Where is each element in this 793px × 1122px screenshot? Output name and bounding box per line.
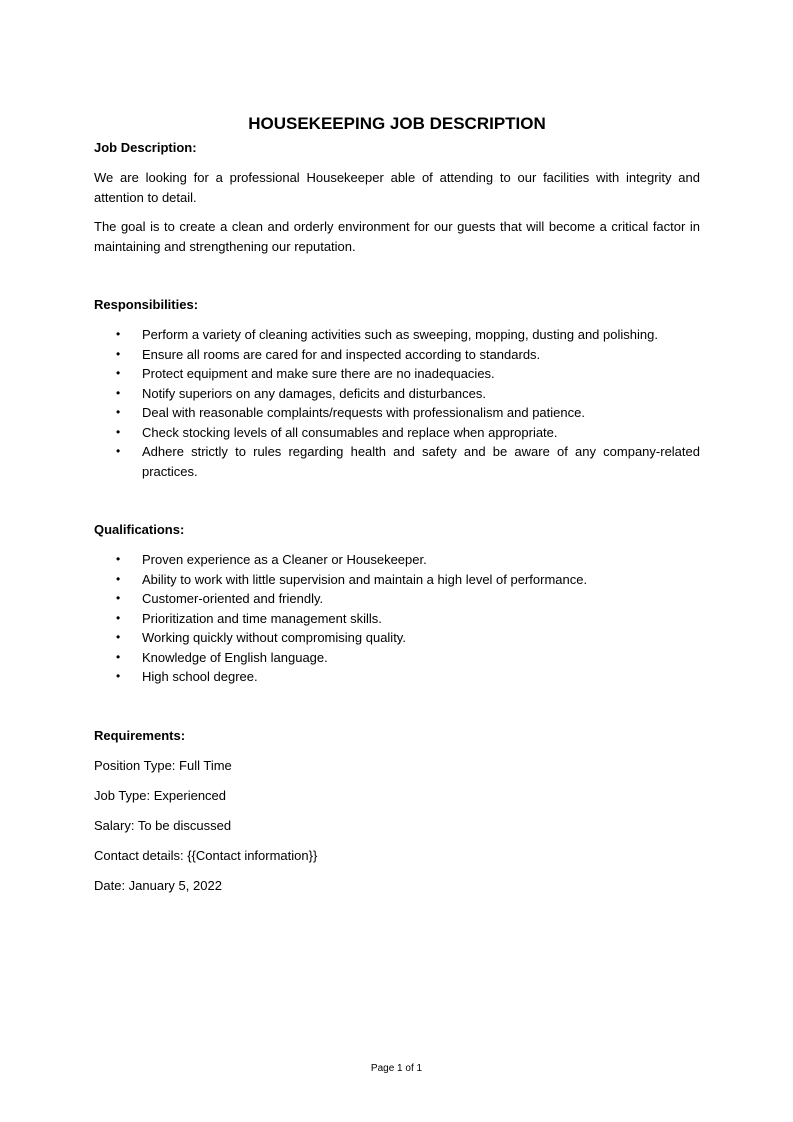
- list-item-text: Protect equipment and make sure there are no inadequacies.: [142, 366, 495, 381]
- list-item-text: Adhere strictly to rules regarding health and safety and be aware of any company-related practices.: [142, 444, 700, 479]
- bullet-icon: •: [116, 649, 121, 664]
- list-item-text: Check stocking levels of all consumables and replace when appropriate.: [142, 424, 558, 440]
- position-type: Position Type: Full Time: [94, 757, 232, 773]
- section-spacer: [94, 266, 700, 295]
- list-item-text: Ensure all rooms are cared for and inspected according to standards.: [142, 346, 541, 362]
- requirements-heading: Requirements:: [94, 727, 186, 743]
- list-item: [94, 589, 700, 609]
- document-page: [94, 112, 700, 906]
- list-item-text: Customer-oriented and friendly.: [142, 591, 324, 606]
- list-item: [94, 325, 700, 345]
- date: Date: January 5, 2022: [94, 877, 222, 893]
- list-item: [94, 550, 700, 570]
- bullet-icon: •: [116, 610, 121, 625]
- list-item: [94, 648, 700, 668]
- list-item-text: Working quickly without compromising quality.: [142, 630, 406, 645]
- job-description-paragraph: The goal is to create a clean and orderly environment for our guests that will become a critical factor in maintaining and strengthening our reputation.: [94, 219, 700, 254]
- contact-details: Contact details: {{Contact information}}: [94, 847, 318, 863]
- bullet-icon: •: [116, 630, 121, 644]
- list-item-text: Knowledge of English language.: [142, 649, 328, 665]
- list-item: [94, 570, 700, 590]
- list-item: [94, 423, 700, 443]
- list-item-text: Proven experience as a Cleaner or Housekeeper.: [142, 552, 427, 567]
- qualifications-list: [94, 550, 700, 687]
- list-item: [94, 403, 700, 423]
- bullet-icon: •: [116, 669, 121, 683]
- list-item-text: Ability to work with little supervision and maintain a high level of performance.: [142, 571, 588, 587]
- job-description-heading: Job Description:: [94, 140, 197, 155]
- list-item: [94, 667, 700, 687]
- responsibilities-list: [94, 325, 700, 481]
- bullet-icon: •: [116, 405, 121, 419]
- list-item: [94, 384, 700, 404]
- list-item-text: Notify superiors on any damages, deficits and disturbances.: [142, 385, 486, 401]
- salary: Salary: To be discussed: [94, 817, 232, 833]
- bullet-icon: •: [116, 571, 121, 586]
- list-item-text: High school degree.: [142, 669, 258, 684]
- bullet-icon: •: [116, 327, 121, 341]
- list-item: [94, 364, 700, 384]
- bullet-icon: •: [116, 346, 121, 361]
- list-item: [94, 345, 700, 365]
- bullet-icon: •: [116, 424, 121, 439]
- list-item: [94, 609, 700, 629]
- page-footer: Page 1 of 1: [370, 1063, 423, 1074]
- qualifications-heading: Qualifications:: [94, 522, 185, 537]
- bullet-icon: •: [116, 552, 121, 566]
- bullet-icon: •: [116, 591, 121, 605]
- list-item-text: Deal with reasonable complaints/requests with professionalism and patience.: [142, 405, 585, 420]
- bullet-icon: •: [116, 366, 121, 380]
- document-title: HOUSEKEEPING JOB DESCRIPTION: [248, 114, 546, 133]
- list-item: [94, 442, 700, 481]
- section-spacer: [94, 491, 700, 520]
- job-description-paragraph: We are looking for a professional Housekeeper able of attending to our facilities with integrity and attention to detail.: [94, 170, 700, 205]
- list-item: [94, 628, 700, 648]
- responsibilities-heading: Responsibilities:: [94, 297, 199, 312]
- list-item-text: Perform a variety of cleaning activities such as sweeping, mopping, dusting and polishing.: [142, 327, 658, 342]
- bullet-icon: •: [116, 385, 121, 400]
- job-type: Job Type: Experienced: [94, 787, 227, 803]
- list-item-text: Prioritization and time management skills.: [142, 610, 382, 626]
- bullet-icon: •: [116, 444, 121, 458]
- section-spacer: [94, 697, 700, 726]
